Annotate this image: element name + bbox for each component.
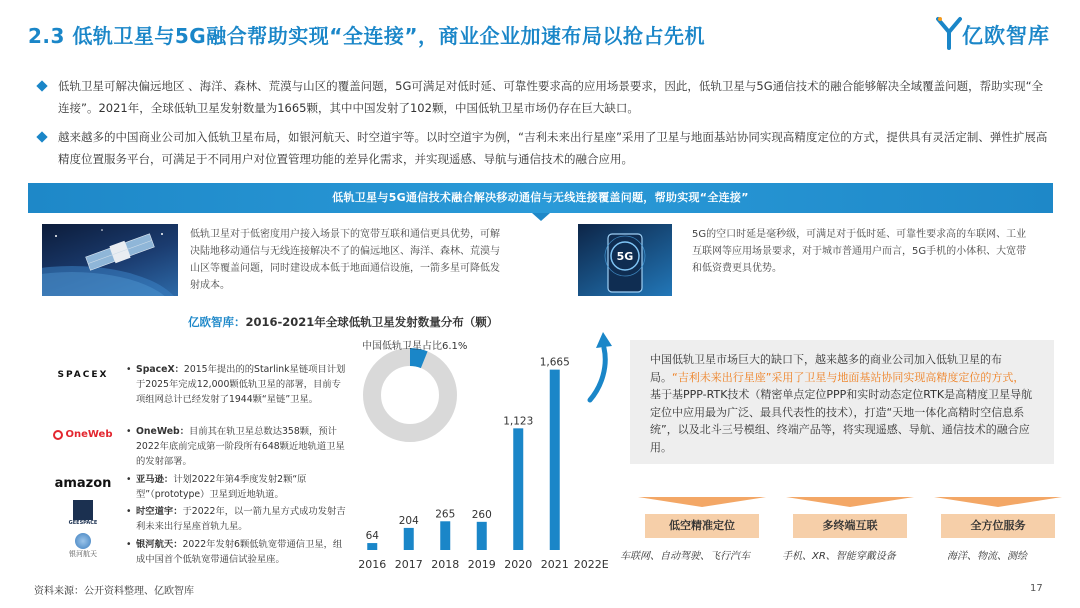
company-text: • 时空道宇：于2022年，以一箭九星方式成功发射吉利未来出行星座首轨九星。 [126,506,346,532]
bar-2019 [477,522,487,550]
chart-title-brand: 亿欧智库： [188,315,246,329]
growth-arrow-icon [590,332,612,400]
page-title: 2.3 低轨卫星与5G融合帮助实现“全连接”，商业企业加速布局以抢占先机 [28,24,706,48]
bar-value-label: 1,123 [503,415,534,428]
5g-description: 5G的空口时延是毫秒级，可满足对于低时延、可靠性要求高的车联网、工业互联网等应用场景要求，对于城市普通用户而言，5G手机的小体积、大宽带和低资费更具优势。 [692,229,1027,274]
bar-2016 [367,543,377,550]
bar-series [358,357,609,571]
spacex-logo: SPACEX [57,370,109,380]
right-box-highlight: “吉利未来出行星座”采用了卫星与地面基站协同实现高精度定位的方式， [672,370,1025,384]
right-box-text-2: 基于基PPP-RTK技术（精密单点定位PPP和实时动态定位RTK是高精度卫星导航定位中应用最为广泛、最具代表性的技术），打造“天地一体化高精时空信息系统”，以及北斗三号模组、终端产品等，将实现遥感、导航、通信技术的融合应用。 [650,388,1033,454]
bar-value-label: 265 [435,508,456,521]
geespace-logo: GEESPACE [52,500,114,526]
x-tick-label: 2022E [573,558,609,571]
bar-value-label: 260 [471,508,492,521]
company-text: • OneWeb：目前其在轨卫星总数达358颗，预计2022年底前完成第一阶段所有648颗近地轨道卫星的发射部署。 [126,426,345,467]
5g-label: 5G [616,250,634,263]
logo-icon [936,16,962,50]
bar-2017 [404,528,414,550]
pillar-title: 低空精准定位 [645,514,759,538]
amazon-logo: amazon [54,476,112,491]
satellite-image [42,224,178,296]
chevron-down-icon [638,497,766,507]
company-text: • 亚马逊：计划2022年第4季度发射2颗“原型”（prototype）卫星到近地轨道。 [126,474,307,500]
satellite-icon [42,224,178,296]
bullet-2 [38,126,1048,170]
chevron-down-icon [934,497,1062,507]
logo-text: 亿欧智库 [962,24,1050,48]
right-info-box [630,340,1054,464]
x-tick-label: 2021 [540,558,569,571]
bar-2020 [513,428,523,550]
x-tick-label: 2016 [358,558,387,571]
bar-2021 [550,370,560,550]
company-oneweb [52,424,352,467]
pillar-label: 海洋、物流、测绘 [947,551,1027,562]
company-text: • 银河航天：2022年发射6颗低轨宽带通信卫星，组成中国首个低轨宽带通信试验星座。 [126,539,343,565]
x-tick-label: 2020 [504,558,533,571]
satellite-description: 低轨卫星对于低密度用户接入场景下的宽带互联和通信更具优势，可解决陆地移动通信与无线连接解决不了的偏远地区、海洋、森林、荒漠与山区等覆盖问题，同时建设成本低于地面通信设施，一箭多星可降低发射成本。 [190,229,500,291]
source-note: 资料来源：公开资料整理、亿欧智库 [34,586,194,597]
company-spacex [52,362,352,405]
chart-title-text: 2016-2021年全球低轨卫星发射数量分布（颗） [245,315,499,329]
yinhe-logo: 银河航天 [52,533,114,559]
x-tick-label: 2019 [467,558,496,571]
donut-china-slice [410,357,424,360]
bar-value-label: 204 [398,514,419,527]
bar-2018 [440,521,450,550]
chevron-down-icon [786,497,914,507]
china-share-donut [372,357,448,433]
donut-label: 中国低轨卫星占比6.1% [362,341,468,352]
launch-chart [350,330,622,576]
5g-phone-icon [578,224,672,296]
banner-text: 低轨卫星与5G通信技术融合解决移动通信与无线连接覆盖问题，帮助实现“全连接” [332,191,749,204]
banner-pointer [532,213,550,221]
pillar-title: 全方位服务 [941,514,1055,538]
5g-image [578,224,672,296]
pillar-title: 多终端互联 [793,514,907,538]
bar-value-label: 1,665 [539,356,570,369]
donut-rest-slice [372,357,448,433]
x-tick-label: 2017 [394,558,423,571]
bullet-text: 越来越多的中国商业公司加入低轨卫星布局，如银河航天、时空道宇等。以时空道宇为例，“吉利未来出行星座”采用了卫星与地面基站协同实现高精度定位的方式，提供具有灵活定制、弹性扩展高精度位置服务平台，可满足于不同用户对位置管理功能的差异化需求，并实现遥感、导航与通信技术的融合应用。 [58,130,1048,166]
company-yinhe [52,537,352,577]
right-box-text-1: 中国低轨卫星市场巨大的缺口下，越来越多的商业公司加入低轨卫星的布局。 [650,353,1002,384]
pillar-label: 手机、XR、智能穿戴设备 [782,551,896,562]
x-tick-label: 2018 [431,558,460,571]
bar-value-label: 64 [365,530,379,543]
pillar-label: 车联网、自动驾驶、飞行汽车 [620,551,750,562]
banner [28,183,1053,213]
logo [936,16,1060,52]
bullet-1 [38,75,1048,119]
bullet-text: 低轨卫星可解决偏远地区 、海洋、森林、荒漠与山区的覆盖问题，5G可满足对低时延、可靠性要求高的应用场景要求，因此，低轨卫星与5G通信技术的融合能够解决全域覆盖问题，帮助实现“全连接”。2021年，全球低轨卫星发射数量为1665颗，其中中国发射了102颗，中国低轨卫星市场仍存在巨大缺口。 [58,79,1044,115]
page-number: 17 [1030,583,1043,594]
chart-title [188,314,498,330]
company-text: • SpaceX：2015年提出的的Starlink星链项目计划于2025年完成12,000颗低轨卫星的部署，目前专项组网总计已经发射了1944颗“星链”卫星。 [126,364,346,405]
oneweb-logo: OneWeb [52,424,114,443]
